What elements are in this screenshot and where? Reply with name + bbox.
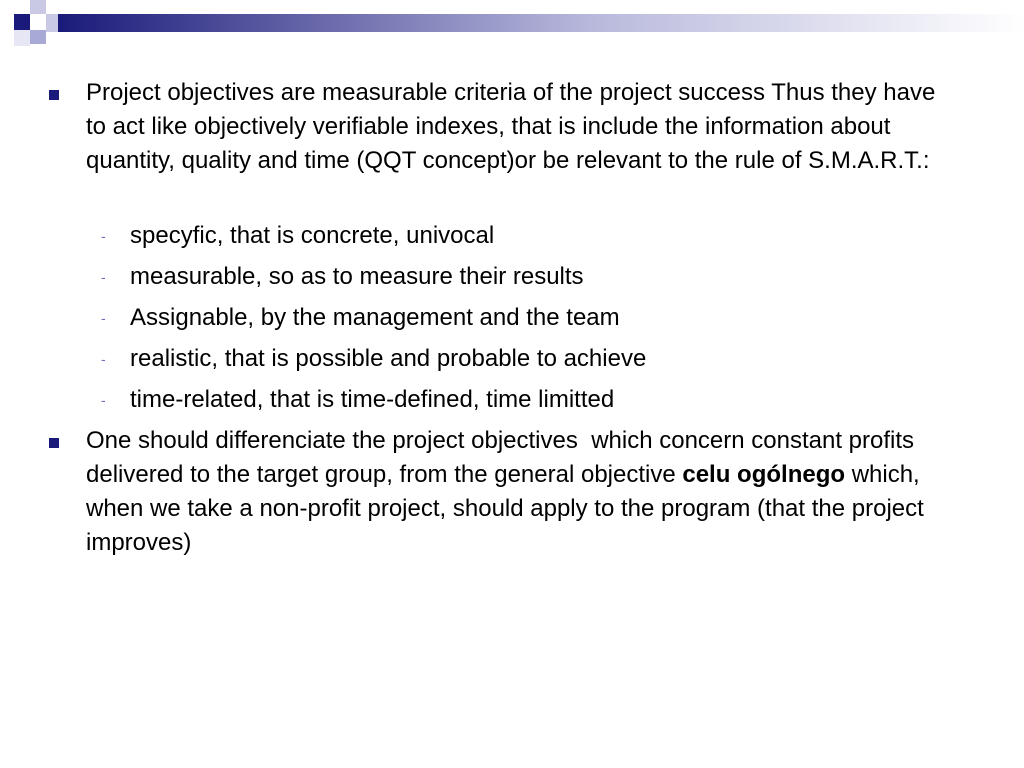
- bullet-text-part: One should differenciate the project objectives which concern constant profits delivered to the target group, from the general objective: [86, 427, 921, 488]
- bullet-text-part: which, when we take a non-profit project, should apply to the program (that the project improves): [86, 461, 931, 556]
- sub-item-realistic: [0, 339, 1024, 379]
- sub-item-text: measurable, so as to measure their results: [130, 263, 584, 290]
- dash-bullet-icon: -: [101, 392, 106, 408]
- dash-bullet-icon: -: [101, 228, 106, 244]
- square-bullet-icon: [49, 438, 59, 448]
- dash-bullet-icon: -: [101, 269, 106, 285]
- sub-item-assignable: [0, 298, 1024, 338]
- bullet-text: Project objectives are measurable criteria of the project success Thus they have to act like objectively verifiable indexes, that is include the information about quantity, quality and time (QQT concept)or be relevant to the rule of S.M.A.R.T.:: [86, 79, 942, 174]
- sub-item-text: time-related, that is time-defined, time limitted: [130, 386, 615, 413]
- bullet-text: [86, 424, 946, 560]
- sub-item-measurable: [0, 257, 1024, 297]
- square-bullet-icon: [49, 90, 59, 100]
- dash-bullet-icon: -: [101, 351, 106, 367]
- dash-bullet-icon: -: [101, 310, 106, 326]
- sub-item-text: Assignable, by the management and the team: [130, 304, 620, 331]
- sub-item-text: specyfic, that is concrete, univocal: [130, 222, 495, 249]
- sub-item-text: realistic, that is possible and probable to achieve: [130, 345, 647, 372]
- sub-item-specific: [0, 216, 1024, 256]
- sub-item-time-related: [0, 380, 1024, 420]
- bullet-text-bold: celu ogólnego: [682, 461, 846, 488]
